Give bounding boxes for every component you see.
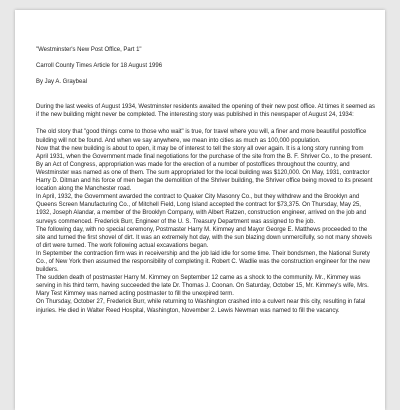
article-title: "Westminster's New Post Office, Part 1" bbox=[36, 47, 142, 53]
spacer bbox=[36, 119, 376, 128]
body-paragraph: By an Act of Congress, appropriation was made for the erection of a number of postoffices throughout the country, and Westminster was named as one of them. The sum appropriated for the local building was $120,000. On May, 1931, contractor Harry D. Ditman and his force of men began the demolition of the Shriver building, the Shriver office being moved to its present location along the Manchester road. bbox=[36, 161, 373, 193]
body-paragraph: The following day, with no special ceremony, Postmaster Harry M. Kimmey and Mayor George E. Matthews proceeded to the site and turned the first shovel of dirt. It was an extremely hot day, with the sun blazing down unmercifully, so not many shovels of dirt were turned. The work following actual excavations began. bbox=[36, 226, 372, 249]
document-body bbox=[36, 46, 376, 315]
body-paragraph: In April, 1932, the Government awarded the contract to Quaker City Masonry Co., but they withdrew and the Brooklyn and Queens Screen Manufacturing Co., of Mitchell Field, Long Island accepted the contract for $73,375. On Thursday, May 25, 1932, Joseph Alandar, a member of the Brooklyn Company, with Albert Ratzen, construction engineer, arrived on the job and surveys commenced. Frederick Burr, Engineer of the U. S. Treasury Department was assigned to the job. bbox=[36, 194, 367, 225]
spacer bbox=[36, 54, 376, 62]
spacer bbox=[36, 86, 376, 103]
article-source: Carroll County Times Article for 18 August 1996 bbox=[36, 63, 163, 70]
body-paragraph: The old story that "good things come to those who wait" is true, for travel where you will, a finer and more beautiful postoffice building will not be found. And when we say anywhere, we mean into cities as much as 100,000 population. bbox=[36, 129, 367, 144]
body-paragraph: In September the contraction firm was in receivership and the job laid idle for some time. Their bondsmen, the National Surety Co., of New York then assumed the responsibility of completing it. Robert C. Wadlie was the construction engineer for the new builders. bbox=[36, 250, 370, 274]
document-page bbox=[15, 10, 385, 410]
body-paragraph: The sudden death of postmaster Harry M. Kimmey on September 12 came as a shock to the community. Mr., Kimmey was serving in his third term, having succeeded the late Dr. Thomas J. Coonan. On Saturday, October 15, Mr. Kimmey's wife, Mrs. Mary Test Kimmey was named acting postmaster to fill the unexpired term. bbox=[36, 275, 369, 298]
intro-paragraph: During the last weeks of August 1934, Westminster residents awaited the opening of their new post office. At times it seemed as if the new building might never be completed. The interesting story was published in this newspaper of August 24, 1934: bbox=[36, 104, 375, 119]
article-byline: By Jay A. Graybeal bbox=[36, 79, 88, 86]
body-paragraph: On Thursday, October 27, Frederick Burr, while returning to Washington crashed into a culvert near this city, resulting in fatal injuries. He died in Walter Reed Hospital, Washington, November 2. Lewis Newman was named to fill the vacancy. bbox=[36, 299, 366, 314]
body-paragraph: Now that the new building is about to open, it may be of interest to tell the story all over again. It is a long story running from April 1931, when the Government made final negotiations for the purchase of the site from the B. F. Shriver Co., to the present. bbox=[36, 145, 373, 160]
spacer bbox=[36, 70, 376, 78]
